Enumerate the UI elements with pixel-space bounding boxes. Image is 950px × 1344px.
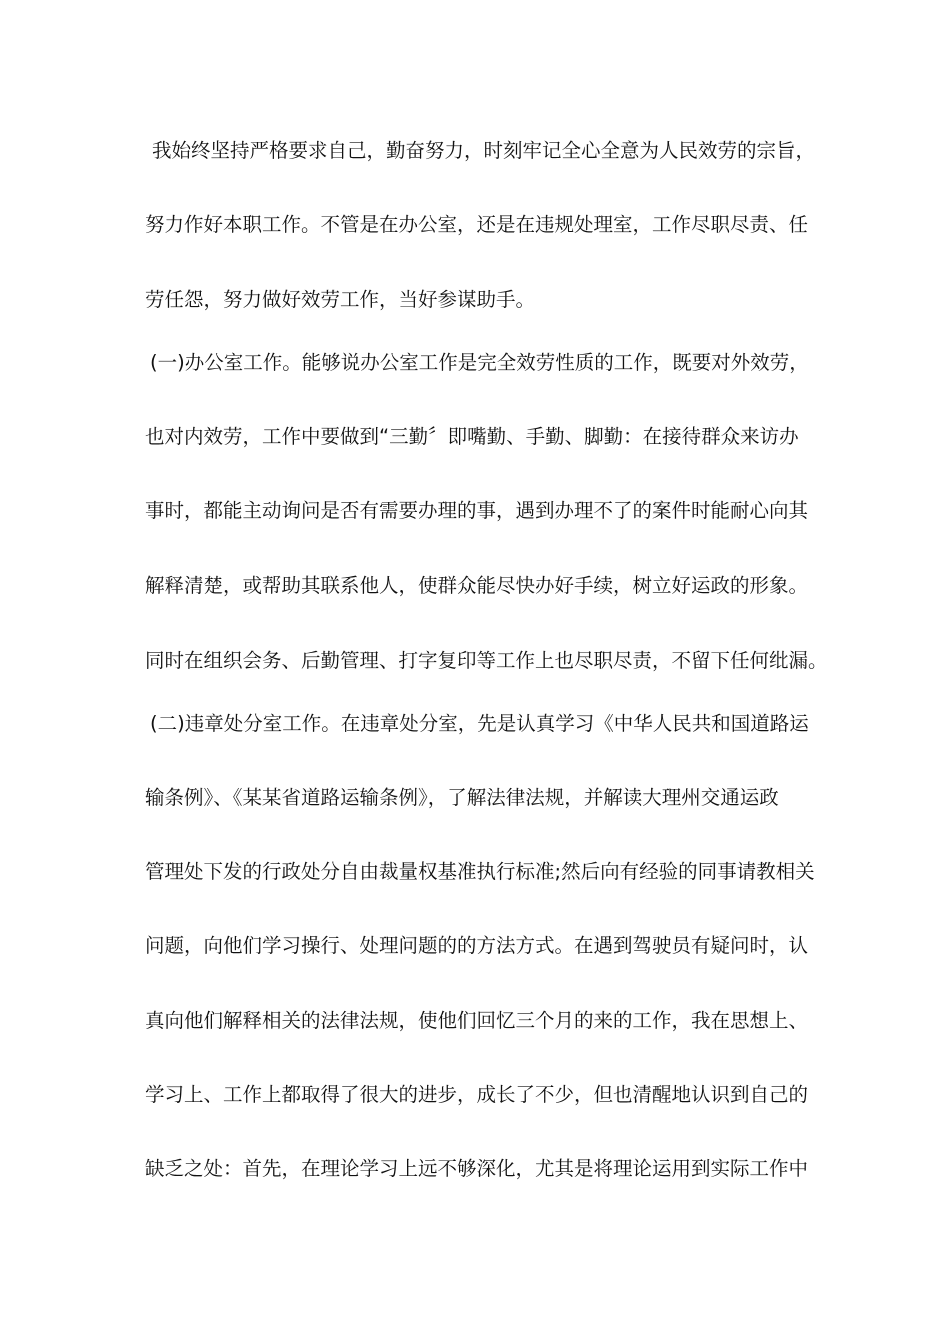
paragraph-line: 事时，都能主动询问是否有需要办理的事，遇到办理不了的案件时能耐心向其 — [145, 499, 809, 522]
paragraph-line: 真向他们解释相关的法律法规，使他们回忆三个月的来的工作，我在思想上、 — [145, 1009, 809, 1032]
paragraph-line: 管理处下发的行政处分自由裁量权基准执行标准;然后向有经验的同事请教相关 — [145, 860, 815, 883]
paragraph-line: 解释清楚，或帮助其联系他人，使群众能尽快办好手续，树立好运政的形象。 — [145, 574, 809, 597]
paragraph-line: 也对内效劳，工作中要做到“三勤〞即嘴勤、手勤、脚勤：在接待群众来访办 — [145, 425, 799, 448]
paragraph-line: (一)办公室工作。能够说办公室工作是完全效劳性质的工作，既要对外效劳， — [150, 351, 809, 374]
paragraph-line: 努力作好本职工作。不管是在办公室，还是在违规处理室，工作尽职尽责、任 — [145, 213, 809, 236]
paragraph-line: 缺乏之处：首先，在理论学习上远不够深化，尤其是将理论运用到实际工作中 — [145, 1157, 809, 1180]
paragraph-line: (二)违章处分室工作。在违章处分室，先是认真学习《中华人民共和国道路运 — [150, 712, 809, 735]
paragraph-line: 劳任怨，努力做好效劳工作，当好参谋助手。 — [145, 288, 536, 311]
paragraph-line: 我始终坚持严格要求自己，勤奋努力，时刻牢记全心全意为人民效劳的宗旨， — [152, 139, 816, 162]
paragraph-line: 学习上、工作上都取得了很大的进步，成长了不少，但也清醒地认识到自己的 — [145, 1083, 809, 1106]
paragraph-line: 同时在组织会务、后勤管理、打字复印等工作上也尽职尽责，不留下任何纰漏。 — [145, 649, 828, 672]
paragraph-line: 输条例》、《某某省道路运输条例》，了解法律法规，并解读大理州交通运政 — [145, 786, 779, 809]
paragraph-line: 问题，向他们学习操行、处理问题的的方法方式。在遇到驾驶员有疑问时，认 — [145, 934, 809, 957]
